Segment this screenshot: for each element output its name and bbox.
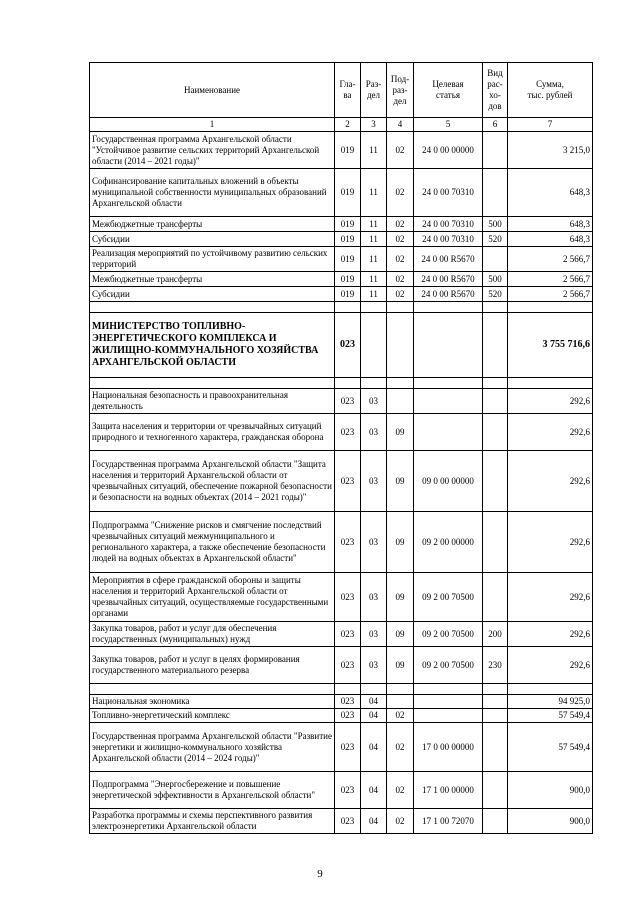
row-sum-cell: 57 549,4 bbox=[508, 723, 593, 772]
table-row bbox=[90, 451, 593, 512]
row-glava-cell: 019 bbox=[335, 232, 361, 247]
row-podrazdel-cell: 09 bbox=[387, 414, 414, 451]
row-expense-type-cell bbox=[483, 389, 508, 414]
header-glava: Гла- ва bbox=[335, 63, 361, 118]
row-expense-type-cell bbox=[483, 378, 508, 389]
row-glava-cell bbox=[335, 302, 361, 313]
row-name-cell: Подпрограмма "Снижение рисков и смягчение последствий чрезвычайных ситуаций межмуниципального и регионального характера, а также обеспечение безопасности людей на водных объектах в Архангельской области" bbox=[90, 512, 335, 573]
col-number: 5 bbox=[414, 118, 483, 132]
row-glava-cell: 023 bbox=[335, 389, 361, 414]
row-expense-type-cell bbox=[483, 414, 508, 451]
row-razdel-cell: 11 bbox=[361, 287, 387, 302]
row-glava-cell: 023 bbox=[335, 414, 361, 451]
row-glava-cell: 023 bbox=[335, 647, 361, 684]
table-row bbox=[90, 389, 593, 414]
row-sum-cell: 648,3 bbox=[508, 169, 593, 217]
row-glava-cell: 019 bbox=[335, 169, 361, 217]
row-expense-type-cell bbox=[483, 313, 508, 378]
row-podrazdel-cell: 02 bbox=[387, 132, 414, 169]
row-razdel-cell: 03 bbox=[361, 414, 387, 451]
row-sum-cell: 900,0 bbox=[508, 809, 593, 834]
col-number: 6 bbox=[483, 118, 508, 132]
row-target-article-cell: 09 0 00 00000 bbox=[414, 451, 483, 512]
row-name-cell: Топливно-энергетический комплекс bbox=[90, 709, 335, 723]
row-expense-type-cell bbox=[483, 684, 508, 695]
row-name-cell bbox=[90, 378, 335, 389]
row-podrazdel-cell bbox=[387, 302, 414, 313]
row-target-article-cell: 24 0 00 R5670 bbox=[414, 287, 483, 302]
row-target-article-cell bbox=[414, 709, 483, 723]
row-expense-type-cell: 230 bbox=[483, 647, 508, 684]
row-expense-type-cell: 520 bbox=[483, 232, 508, 247]
row-podrazdel-cell: 09 bbox=[387, 622, 414, 647]
row-podrazdel-cell bbox=[387, 695, 414, 709]
row-sum-cell: 292,6 bbox=[508, 414, 593, 451]
row-name-cell: Софинансирование капитальных вложений в объекты муниципальной собственности муниципальных образований Архангельской области bbox=[90, 169, 335, 217]
row-podrazdel-cell: 02 bbox=[387, 709, 414, 723]
row-razdel-cell: 11 bbox=[361, 217, 387, 232]
row-expense-type-cell bbox=[483, 772, 508, 809]
row-target-article-cell: 17 1 00 72070 bbox=[414, 809, 483, 834]
row-sum-cell bbox=[508, 684, 593, 695]
row-glava-cell: 019 bbox=[335, 217, 361, 232]
row-name-cell: Закупка товаров, работ и услуг в целях формирования государственного материального резерва bbox=[90, 647, 335, 684]
row-target-article-cell: 24 0 00 R5670 bbox=[414, 272, 483, 287]
row-podrazdel-cell: 02 bbox=[387, 232, 414, 247]
row-podrazdel-cell bbox=[387, 684, 414, 695]
row-podrazdel-cell: 02 bbox=[387, 247, 414, 272]
row-glava-cell: 023 bbox=[335, 695, 361, 709]
row-sum-cell: 292,6 bbox=[508, 647, 593, 684]
header-razdel: Раз- дел bbox=[361, 63, 387, 118]
row-sum-cell bbox=[508, 378, 593, 389]
row-razdel-cell: 11 bbox=[361, 132, 387, 169]
row-razdel-cell: 04 bbox=[361, 809, 387, 834]
table-row bbox=[90, 647, 593, 684]
row-name-cell: Мероприятия в сфере гражданской обороны и защиты населения и территорий Архангельской области от чрезвычайных ситуаций, осуществляемые государственными органами bbox=[90, 573, 335, 622]
row-name-cell bbox=[90, 302, 335, 313]
row-name-cell: Защита населения и территории от чрезвычайных ситуаций природного и техногенного характера, гражданская оборона bbox=[90, 414, 335, 451]
row-expense-type-cell: 500 bbox=[483, 272, 508, 287]
row-target-article-cell: 24 0 00 70310 bbox=[414, 169, 483, 217]
row-sum-cell: 57 549,4 bbox=[508, 709, 593, 723]
table-row bbox=[90, 772, 593, 809]
row-sum-cell: 900,0 bbox=[508, 772, 593, 809]
row-target-article-cell: 24 0 00 R5670 bbox=[414, 247, 483, 272]
row-glava-cell: 023 bbox=[335, 622, 361, 647]
row-target-article-cell: 09 2 00 70500 bbox=[414, 573, 483, 622]
row-razdel-cell: 11 bbox=[361, 169, 387, 217]
row-name-cell: Подпрограмма "Энергосбережение и повышение энергетической эффективности в Архангельской области" bbox=[90, 772, 335, 809]
row-razdel-cell: 03 bbox=[361, 451, 387, 512]
table-row bbox=[90, 622, 593, 647]
row-name-cell: Государственная программа Архангельской области "Устойчивое развитие сельских территорий Архангельской области (2014 – 2021 годы)" bbox=[90, 132, 335, 169]
row-glava-cell: 019 bbox=[335, 132, 361, 169]
row-sum-cell: 648,3 bbox=[508, 232, 593, 247]
row-expense-type-cell bbox=[483, 512, 508, 573]
row-sum-cell: 3 755 716,6 bbox=[508, 313, 593, 378]
row-glava-cell: 023 bbox=[335, 573, 361, 622]
table-row bbox=[90, 512, 593, 573]
row-target-article-cell: 17 0 00 00000 bbox=[414, 723, 483, 772]
row-expense-type-cell: 520 bbox=[483, 287, 508, 302]
table-row bbox=[90, 723, 593, 772]
row-name-cell: МИНИСТЕРСТВО ТОПЛИВНО-ЭНЕРГЕТИЧЕСКОГО КОМПЛЕКСА И ЖИЛИЩНО-КОММУНАЛЬНОГО ХОЗЯЙСТВА АРХАНГЕЛЬСКОЙ ОБЛАСТИ bbox=[90, 313, 335, 378]
row-glava-cell: 023 bbox=[335, 512, 361, 573]
row-expense-type-cell bbox=[483, 169, 508, 217]
row-expense-type-cell bbox=[483, 695, 508, 709]
row-name-cell: Межбюджетные трансферты bbox=[90, 217, 335, 232]
table-row bbox=[90, 414, 593, 451]
table-row bbox=[90, 809, 593, 834]
row-name-cell bbox=[90, 684, 335, 695]
row-razdel-cell bbox=[361, 684, 387, 695]
row-podrazdel-cell bbox=[387, 378, 414, 389]
row-name-cell: Закупка товаров, работ и услуг для обеспечения государственных (муниципальных) нужд bbox=[90, 622, 335, 647]
row-sum-cell: 94 925,0 bbox=[508, 695, 593, 709]
budget-table bbox=[89, 62, 593, 834]
row-name-cell: Национальная экономика bbox=[90, 695, 335, 709]
row-podrazdel-cell bbox=[387, 313, 414, 378]
row-target-article-cell: 09 2 00 70500 bbox=[414, 622, 483, 647]
row-target-article-cell bbox=[414, 389, 483, 414]
header-podrazdel: Под- раз- дел bbox=[387, 63, 414, 118]
row-sum-cell bbox=[508, 302, 593, 313]
row-razdel-cell: 03 bbox=[361, 573, 387, 622]
table-header-row bbox=[90, 63, 593, 118]
row-expense-type-cell bbox=[483, 809, 508, 834]
row-target-article-cell bbox=[414, 313, 483, 378]
row-razdel-cell bbox=[361, 378, 387, 389]
row-expense-type-cell bbox=[483, 247, 508, 272]
row-target-article-cell: 24 0 00 70310 bbox=[414, 232, 483, 247]
row-podrazdel-cell: 02 bbox=[387, 169, 414, 217]
row-expense-type-cell bbox=[483, 723, 508, 772]
row-name-cell: Межбюджетные трансферты bbox=[90, 272, 335, 287]
table-body bbox=[90, 132, 593, 834]
row-name-cell: Субсидии bbox=[90, 232, 335, 247]
row-expense-type-cell: 200 bbox=[483, 622, 508, 647]
row-name-cell: Реализация мероприятий по устойчивому развитию сельских территорий bbox=[90, 247, 335, 272]
table-row bbox=[90, 695, 593, 709]
row-glava-cell: 023 bbox=[335, 313, 361, 378]
row-glava-cell bbox=[335, 684, 361, 695]
row-razdel-cell: 03 bbox=[361, 647, 387, 684]
row-expense-type-cell: 500 bbox=[483, 217, 508, 232]
header-sum: Сумма, тыс. рублей bbox=[508, 63, 593, 118]
row-razdel-cell: 03 bbox=[361, 512, 387, 573]
row-sum-cell: 3 215,0 bbox=[508, 132, 593, 169]
row-sum-cell: 292,6 bbox=[508, 512, 593, 573]
row-razdel-cell: 03 bbox=[361, 622, 387, 647]
row-razdel-cell: 11 bbox=[361, 247, 387, 272]
row-razdel-cell: 04 bbox=[361, 723, 387, 772]
row-sum-cell: 292,6 bbox=[508, 451, 593, 512]
table-row bbox=[90, 573, 593, 622]
row-razdel-cell: 04 bbox=[361, 772, 387, 809]
row-sum-cell: 292,6 bbox=[508, 622, 593, 647]
spacer-row bbox=[90, 378, 593, 389]
row-target-article-cell: 24 0 00 70310 bbox=[414, 217, 483, 232]
row-sum-cell: 292,6 bbox=[508, 573, 593, 622]
row-name-cell: Национальная безопасность и правоохранительная деятельность bbox=[90, 389, 335, 414]
header-name: Наименование bbox=[90, 63, 335, 118]
row-sum-cell: 2 566,7 bbox=[508, 272, 593, 287]
row-razdel-cell: 04 bbox=[361, 695, 387, 709]
spacer-row bbox=[90, 684, 593, 695]
row-name-cell: Государственная программа Архангельской области "Защита населения и территорий Архангельской области от чрезвычайных ситуаций, обеспечение пожарной безопасности и безопасности на водных объектах (2014 – 2021 годы)" bbox=[90, 451, 335, 512]
row-podrazdel-cell: 02 bbox=[387, 272, 414, 287]
row-podrazdel-cell: 09 bbox=[387, 512, 414, 573]
row-razdel-cell: 03 bbox=[361, 389, 387, 414]
table-row bbox=[90, 313, 593, 378]
row-sum-cell: 2 566,7 bbox=[508, 247, 593, 272]
row-target-article-cell bbox=[414, 378, 483, 389]
row-podrazdel-cell: 02 bbox=[387, 723, 414, 772]
row-name-cell: Государственная программа Архангельской области "Развитие энергетики и жилищно-коммунального хозяйства Архангельской области (2014 – 2024 годы)" bbox=[90, 723, 335, 772]
row-expense-type-cell bbox=[483, 709, 508, 723]
row-target-article-cell: 17 1 00 00000 bbox=[414, 772, 483, 809]
row-name-cell: Субсидии bbox=[90, 287, 335, 302]
row-podrazdel-cell: 02 bbox=[387, 217, 414, 232]
row-expense-type-cell bbox=[483, 302, 508, 313]
row-razdel-cell bbox=[361, 313, 387, 378]
row-target-article-cell bbox=[414, 695, 483, 709]
row-target-article-cell: 09 2 00 70500 bbox=[414, 647, 483, 684]
row-razdel-cell bbox=[361, 302, 387, 313]
table-row bbox=[90, 232, 593, 247]
row-razdel-cell: 11 bbox=[361, 232, 387, 247]
row-expense-type-cell bbox=[483, 132, 508, 169]
table-row bbox=[90, 247, 593, 272]
row-glava-cell: 023 bbox=[335, 451, 361, 512]
table-row bbox=[90, 217, 593, 232]
row-glava-cell: 019 bbox=[335, 287, 361, 302]
header-target-article: Целевая статья bbox=[414, 63, 483, 118]
row-glava-cell: 019 bbox=[335, 272, 361, 287]
column-number-row bbox=[90, 118, 593, 132]
row-razdel-cell: 04 bbox=[361, 709, 387, 723]
row-target-article-cell bbox=[414, 684, 483, 695]
row-podrazdel-cell: 02 bbox=[387, 772, 414, 809]
row-target-article-cell: 09 2 00 00000 bbox=[414, 512, 483, 573]
row-glava-cell: 023 bbox=[335, 709, 361, 723]
row-podrazdel-cell: 02 bbox=[387, 809, 414, 834]
row-glava-cell: 023 bbox=[335, 809, 361, 834]
row-target-article-cell: 24 0 00 00000 bbox=[414, 132, 483, 169]
table-row bbox=[90, 132, 593, 169]
row-glava-cell: 023 bbox=[335, 772, 361, 809]
spacer-row bbox=[90, 302, 593, 313]
row-podrazdel-cell: 09 bbox=[387, 647, 414, 684]
table-row bbox=[90, 272, 593, 287]
row-razdel-cell: 11 bbox=[361, 272, 387, 287]
row-podrazdel-cell: 09 bbox=[387, 573, 414, 622]
row-target-article-cell bbox=[414, 414, 483, 451]
row-sum-cell: 648,3 bbox=[508, 217, 593, 232]
row-glava-cell: 023 bbox=[335, 723, 361, 772]
row-glava-cell bbox=[335, 378, 361, 389]
row-expense-type-cell bbox=[483, 573, 508, 622]
col-number: 3 bbox=[361, 118, 387, 132]
col-number: 1 bbox=[90, 118, 335, 132]
table-row bbox=[90, 287, 593, 302]
col-number: 4 bbox=[387, 118, 414, 132]
col-number: 7 bbox=[508, 118, 593, 132]
row-sum-cell: 292,6 bbox=[508, 389, 593, 414]
row-podrazdel-cell: 02 bbox=[387, 287, 414, 302]
row-expense-type-cell bbox=[483, 451, 508, 512]
row-name-cell: Разработка программы и схемы перспективного развития электроэнергетики Архангельской области bbox=[90, 809, 335, 834]
table-row bbox=[90, 709, 593, 723]
table-row bbox=[90, 169, 593, 217]
col-number: 2 bbox=[335, 118, 361, 132]
row-glava-cell: 019 bbox=[335, 247, 361, 272]
row-sum-cell: 2 566,7 bbox=[508, 287, 593, 302]
row-podrazdel-cell: 09 bbox=[387, 451, 414, 512]
page-number: 9 bbox=[317, 868, 323, 880]
row-target-article-cell bbox=[414, 302, 483, 313]
row-podrazdel-cell bbox=[387, 389, 414, 414]
header-expense-type: Вид рас- хо- дов bbox=[483, 63, 508, 118]
